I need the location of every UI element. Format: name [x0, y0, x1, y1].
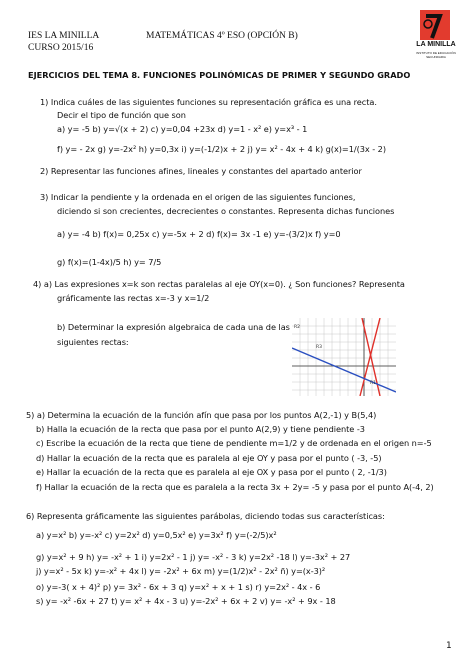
ex3-line2: diciendo si son crecientes, decrecientes o constantes. Representa dichas funciones — [57, 206, 395, 216]
ex3-line3: a) y= -4 b) f(x)= 0,25x c) y=-5x + 2 d) f(x)= 3x -1 e) y=-(3/2)x f) y=0 — [57, 229, 341, 239]
ex4-line1: 4) a) Las expresiones x=k son rectas paralelas al eje OY(x=0). ¿ Son funciones? Representa — [33, 279, 405, 289]
course-year: CURSO 2015/16 — [28, 43, 94, 53]
ex3-line4: g) f(x)=(1-4x)/5 h) y= 7/5 — [57, 257, 162, 267]
label-r2: R2 — [294, 325, 300, 330]
ex4-line4: siguientes rectas: — [57, 337, 129, 347]
ex5-f: f) Hallar la ecuación de la recta que es paralela a la recta 3x + 2y= -5 y pasa por el punto A(-4, 2) — [36, 482, 434, 492]
ex1-line4: f) y= - 2x g) y=-2x² h) y=0,3x i) y=(-1/2)x + 2 j) y= x² - 4x + 4 k) g(x)=1/(3x - 2) — [57, 144, 386, 154]
ex5-b: b) Halla la ecuación de la recta que pasa por el punto A(2,9) y tiene pendiente -3 — [36, 424, 365, 434]
label-r3: R3 — [316, 345, 322, 350]
ex1-line1: 1) Indica cuáles de las siguientes funciones su representación gráfica es una recta. — [40, 97, 377, 107]
ex2-line1: 2) Representar las funciones afines, lineales y constantes del apartado anterior — [40, 166, 362, 176]
ex1-line2: Decir el tipo de función que son — [57, 110, 186, 120]
lines-graph — [292, 318, 396, 396]
logo-icon — [406, 8, 466, 42]
ex4-line3: b) Determinar la expresión algebraica de cada una de las — [57, 322, 290, 332]
ex5-d: d) Hallar la ecuación de la recta que es paralela al eje OY y pasa por el punto ( -3, -5) — [36, 453, 382, 463]
page-title: EJERCICIOS DEL TEMA 8. FUNCIONES POLINÓMICAS DE PRIMER Y SEGUNDO GRADO — [28, 70, 411, 80]
ex5-e: e) Hallar la ecuación de la recta que es paralela al eje OX y pasa por el punto ( 2, -1/3) — [36, 467, 387, 477]
ex1-line3: a) y= -5 b) y=√(x + 2) c) y=0,04 +23x d) y=1 - x² e) y=x³ - 1 — [57, 124, 308, 134]
subject-title: MATEMÁTICAS 4º ESO (OPCIÓN B) — [146, 31, 298, 41]
ex6-line3: g) y=x² + 9 h) y= -x² + 1 i) y=2x² - 1 j) y= -x² - 3 k) y=2x² -18 l) y=-3x² + 27 — [36, 552, 351, 562]
ex6-line4: j) y=x² - 5x k) y=-x² + 4x l) y= -2x² + 6x m) y=(1/2)x² - 2x² ñ) y=(x-3)² — [36, 566, 326, 576]
ex6-line5: o) y=-3( x + 4)² p) y= 3x² - 6x + 3 q) y=x² + x + 1 s) r) y=2x² - 4x - 6 — [36, 582, 321, 592]
ex5-a: 5) a) Determina la ecuación de la función afín que pasa por los puntos A(2,-1) y B(5,4) — [26, 410, 377, 420]
label-r1: R1 — [370, 381, 376, 386]
ex6-line2: a) y=x² b) y=-x² c) y=2x² d) y=0,5x² e) y=3x² f) y=(-2/5)x² — [36, 530, 277, 540]
graph-background — [292, 318, 396, 396]
ex3-line1: 3) Indicar la pendiente y la ordenada en el origen de las siguientes funciones, — [40, 192, 356, 202]
ex4-line2: gráficamente las rectas x=-3 y x=1/2 — [57, 293, 210, 303]
ex6-line6: s) y= -x² -6x + 27 t) y= x² + 4x - 3 u) y=-2x² + 6x + 2 v) y= -x² + 9x - 18 — [36, 596, 336, 606]
school-name: IES LA MINILLA — [28, 31, 100, 41]
logo-text: LA MINILLA — [416, 41, 456, 48]
ex5-c: c) Escribe la ecuación de la recta que tiene de pendiente m=1/2 y de ordenada en el origen n=-5 — [36, 438, 432, 448]
page-number: 1 — [446, 641, 452, 651]
logo-subtitle: INSTITUTO DE EDUCACIÓN SECUNDARIA — [416, 51, 456, 59]
ex6-line1: 6) Representa gráficamente las siguientes parábolas, diciendo todas sus características: — [26, 511, 385, 521]
school-logo — [406, 8, 466, 60]
